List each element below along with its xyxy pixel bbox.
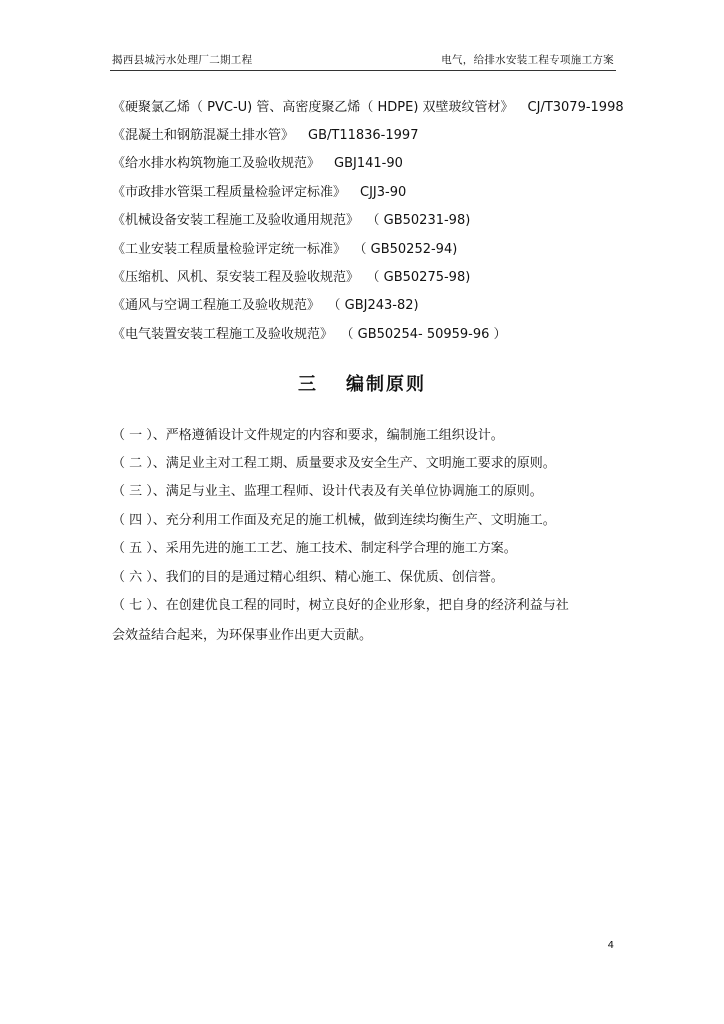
reference-code: （ GB50254- 50959-96 ） <box>347 327 507 342</box>
reference-title: 《电气装置安装工程施工及验收规范》 <box>112 327 334 342</box>
header-divider <box>110 70 616 71</box>
reference-code: CJ/T3079-1998 <box>527 100 624 115</box>
page-number: 4 <box>607 940 614 951</box>
principle-item: （ 七 ）、在创建优良工程的同时，树立良好的企业形象，把自身的经济利益与社 <box>112 598 569 613</box>
reference-code: GBJ141-90 <box>334 156 403 171</box>
reference-code: （ GBJ243-82) <box>334 298 419 313</box>
reference-code: （ GB50231-98) <box>373 213 471 228</box>
reference-item <box>112 238 457 257</box>
reference-item <box>112 323 507 342</box>
principle-item: （ 四 ）、充分利用工作面及充足的施工机械，做到连续均衡生产、文明施工。 <box>112 513 556 528</box>
reference-item <box>112 209 470 228</box>
reference-item <box>112 266 470 285</box>
header-project-name: 揭西县城污水处理厂二期工程 <box>112 54 253 66</box>
principle-item: （ 五 ）、采用先进的施工工艺、施工技术、制定科学合理的施工方案。 <box>112 541 517 556</box>
reference-code: （ GB50252-94) <box>360 242 458 257</box>
principle-item: （ 二 ）、满足业主对工程工期、质量要求及安全生产、文明施工要求的原则。 <box>112 456 556 471</box>
section-title: 编制原则 <box>346 374 426 395</box>
reference-code: CJJ3-90 <box>360 185 407 200</box>
reference-code: （ GB50275-98) <box>373 270 471 285</box>
reference-title: 《给水排水构筑物施工及验收规范》 <box>112 156 321 171</box>
principle-item: （ 六 ）、我们的目的是通过精心组织、精心施工、保优质、创信誉。 <box>112 570 504 585</box>
reference-code: GB/T11836-1997 <box>308 128 419 143</box>
reference-title: 《市政排水管渠工程质量检验评定标准》 <box>112 185 347 200</box>
reference-item <box>112 152 403 171</box>
principle-item: （ 三 ）、满足与业主、监理工程师、设计代表及有关单位协调施工的原则。 <box>112 484 543 499</box>
reference-title: 《混凝土和钢筋混凝土排水管》 <box>112 128 295 143</box>
section-heading <box>0 370 724 396</box>
reference-title: 《压缩机、风机、泵安装工程及验收规范》 <box>112 270 360 285</box>
header-document-title: 电气，给排水安装工程专项施工方案 <box>441 54 614 66</box>
section-number: 三 <box>298 374 318 395</box>
reference-item <box>112 96 624 115</box>
reference-title: 《通风与空调工程施工及验收规范》 <box>112 298 321 313</box>
principle-item: （ 一 ）、严格遵循设计文件规定的内容和要求，编制施工组织设计。 <box>112 428 504 443</box>
reference-item <box>112 294 419 313</box>
principle-item-continuation: 会效益结合起来，为环保事业作出更大贡献。 <box>112 628 373 643</box>
reference-item <box>112 181 406 200</box>
reference-title: 《硬聚氯乙烯（ PVC-U) 管、高密度聚乙烯（ HDPE) 双壁玻纹管材》 <box>112 100 514 115</box>
reference-item <box>112 124 418 143</box>
reference-title: 《机械设备安装工程施工及验收通用规范》 <box>112 213 360 228</box>
reference-title: 《工业安装工程质量检验评定统一标准》 <box>112 242 347 257</box>
